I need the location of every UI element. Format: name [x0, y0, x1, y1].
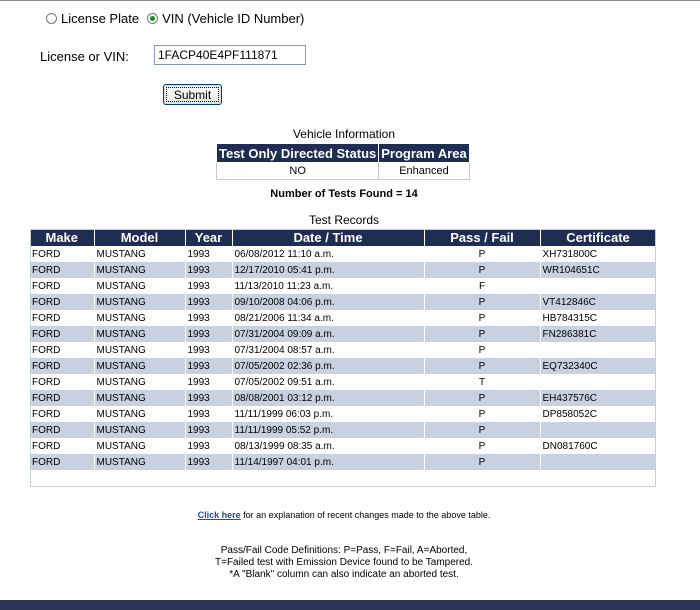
cell-certificate: EH437576C — [540, 390, 656, 406]
cell-certificate — [540, 422, 656, 438]
vi-header-program: Program Area — [379, 144, 470, 163]
cell-year: 1993 — [185, 310, 232, 326]
cell-date-time: 07/31/2004 08:57 a.m. — [232, 342, 424, 358]
cell-model: MUSTANG — [94, 342, 185, 358]
table-row — [30, 342, 656, 358]
table-row — [30, 374, 656, 390]
vi-value-status: NO — [217, 163, 379, 180]
cell-model: MUSTANG — [94, 422, 185, 438]
cell-date-time: 09/10/2008 04:06 p.m. — [232, 294, 424, 310]
vi-value-program: Enhanced — [379, 163, 470, 180]
cell-make: FORD — [30, 310, 94, 326]
table-row — [30, 294, 656, 310]
cell-pass-fail: F — [424, 278, 540, 294]
cell-date-time: 11/11/1999 05:52 p.m. — [232, 422, 424, 438]
test-records-table — [30, 229, 657, 470]
cell-year: 1993 — [185, 278, 232, 294]
cell-date-time: 11/14/1997 04:01 p.m. — [232, 454, 424, 470]
cell-pass-fail: P — [424, 454, 540, 470]
cell-pass-fail: T — [424, 374, 540, 390]
cell-make: FORD — [30, 342, 94, 358]
table-row — [30, 422, 656, 438]
table-row — [30, 310, 656, 326]
cell-pass-fail: P — [424, 422, 540, 438]
license-or-vin-input[interactable] — [154, 45, 306, 65]
header-model: Model — [94, 229, 185, 246]
cell-date-time: 08/21/2006 11:34 a.m. — [232, 310, 424, 326]
table-row — [30, 262, 656, 278]
cell-make: FORD — [30, 262, 94, 278]
cell-pass-fail: P — [424, 326, 540, 342]
definitions-line-1: Pass/Fail Code Definitions: P=Pass, F=Fail, A=Aborted, — [220, 545, 468, 556]
header-date-time: Date / Time — [232, 229, 424, 246]
header-year: Year — [185, 229, 232, 246]
cell-model: MUSTANG — [94, 454, 185, 470]
cell-make: FORD — [30, 390, 94, 406]
cell-date-time: 12/17/2010 05:41 p.m. — [232, 262, 424, 278]
header-pass-fail: Pass / Fail — [424, 229, 540, 246]
table-row — [30, 390, 656, 406]
cell-year: 1993 — [185, 246, 232, 262]
radio-license-plate[interactable] — [46, 13, 57, 24]
cell-year: 1993 — [185, 262, 232, 278]
table-row — [30, 246, 656, 262]
cell-model: MUSTANG — [94, 262, 185, 278]
cell-date-time: 11/13/2010 11:23 a.m. — [232, 278, 424, 294]
cell-make: FORD — [30, 246, 94, 262]
cell-certificate — [540, 374, 656, 390]
cell-certificate — [540, 454, 656, 470]
cell-pass-fail: P — [424, 262, 540, 278]
cell-year: 1993 — [185, 358, 232, 374]
cell-pass-fail: P — [424, 438, 540, 454]
cell-date-time: 08/08/2001 03:12 p.m. — [232, 390, 424, 406]
cell-model: MUSTANG — [94, 326, 185, 342]
cell-date-time: 07/31/2004 09:09 a.m. — [232, 326, 424, 342]
cell-date-time: 07/05/2002 02:36 p.m. — [232, 358, 424, 374]
cell-certificate: VT412846C — [540, 294, 656, 310]
cell-year: 1993 — [185, 422, 232, 438]
cell-certificate: WR104651C — [540, 262, 656, 278]
cell-make: FORD — [30, 454, 94, 470]
cell-certificate — [540, 278, 656, 294]
cell-pass-fail: P — [424, 294, 540, 310]
cell-year: 1993 — [185, 326, 232, 342]
cell-certificate: XH731800C — [540, 246, 656, 262]
code-definitions — [0, 545, 688, 581]
search-type-group — [46, 11, 312, 26]
cell-make: FORD — [30, 278, 94, 294]
cell-model: MUSTANG — [94, 358, 185, 374]
cell-pass-fail: P — [424, 406, 540, 422]
radio-license-plate-label[interactable]: License Plate — [61, 11, 140, 26]
cell-year: 1993 — [185, 390, 232, 406]
cell-pass-fail: P — [424, 390, 540, 406]
explanation-text: for an explanation of recent changes made to the above table. — [240, 510, 491, 520]
vehicle-information-table — [216, 143, 470, 180]
radio-vin[interactable] — [147, 13, 158, 24]
cell-certificate: HB784315C — [540, 310, 656, 326]
cell-certificate: FN286381C — [540, 326, 656, 342]
table-row — [30, 358, 656, 374]
vehicle-information-title: Vehicle Information — [292, 127, 396, 141]
cell-year: 1993 — [185, 454, 232, 470]
header-certificate: Certificate — [540, 229, 656, 246]
definitions-line-2: T=Failed test with Emission Device found to be Tampered. — [215, 557, 473, 568]
cell-pass-fail: P — [424, 310, 540, 326]
cell-date-time: 11/11/1999 06:03 p.m. — [232, 406, 424, 422]
cell-pass-fail: P — [424, 342, 540, 358]
cell-year: 1993 — [185, 438, 232, 454]
submit-button[interactable]: Submit — [163, 84, 222, 105]
table-row — [30, 454, 656, 470]
radio-vin-label[interactable]: VIN (Vehicle ID Number) — [162, 11, 305, 26]
table-row — [30, 406, 656, 422]
cell-certificate — [540, 342, 656, 358]
footer-bar — [0, 600, 700, 610]
header-make: Make — [30, 229, 94, 246]
table-row — [30, 326, 656, 342]
cell-model: MUSTANG — [94, 406, 185, 422]
cell-date-time: 08/13/1999 08:35 a.m. — [232, 438, 424, 454]
cell-pass-fail: P — [424, 246, 540, 262]
explanation-note — [0, 510, 688, 520]
table-row — [30, 438, 656, 454]
click-here-link[interactable]: Click here — [197, 510, 241, 520]
cell-model: MUSTANG — [94, 294, 185, 310]
top-border — [0, 0, 700, 1]
cell-make: FORD — [30, 294, 94, 310]
cell-certificate: DN081760C — [540, 438, 656, 454]
tests-found-count: Number of Tests Found = 14 — [270, 188, 418, 200]
cell-year: 1993 — [185, 342, 232, 358]
cell-make: FORD — [30, 422, 94, 438]
cell-date-time: 06/08/2012 11:10 a.m. — [232, 246, 424, 262]
cell-certificate: EQ732340C — [540, 358, 656, 374]
cell-year: 1993 — [185, 294, 232, 310]
cell-model: MUSTANG — [94, 438, 185, 454]
cell-make: FORD — [30, 406, 94, 422]
cell-pass-fail: P — [424, 358, 540, 374]
table-row — [30, 278, 656, 294]
cell-make: FORD — [30, 374, 94, 390]
vi-header-status: Test Only Directed Status — [217, 144, 379, 163]
cell-model: MUSTANG — [94, 310, 185, 326]
cell-model: MUSTANG — [94, 278, 185, 294]
cell-make: FORD — [30, 438, 94, 454]
cell-model: MUSTANG — [94, 374, 185, 390]
cell-date-time: 07/05/2002 09:51 a.m. — [232, 374, 424, 390]
definitions-line-3: *A "Blank" column can also indicate an aborted test. — [229, 569, 459, 580]
cell-year: 1993 — [185, 374, 232, 390]
cell-make: FORD — [30, 326, 94, 342]
license-or-vin-label: License or VIN: — [40, 49, 129, 64]
cell-make: FORD — [30, 358, 94, 374]
cell-year: 1993 — [185, 406, 232, 422]
cell-certificate: DP858052C — [540, 406, 656, 422]
cell-model: MUSTANG — [94, 246, 185, 262]
test-records-title: Test Records — [308, 213, 380, 227]
cell-model: MUSTANG — [94, 390, 185, 406]
